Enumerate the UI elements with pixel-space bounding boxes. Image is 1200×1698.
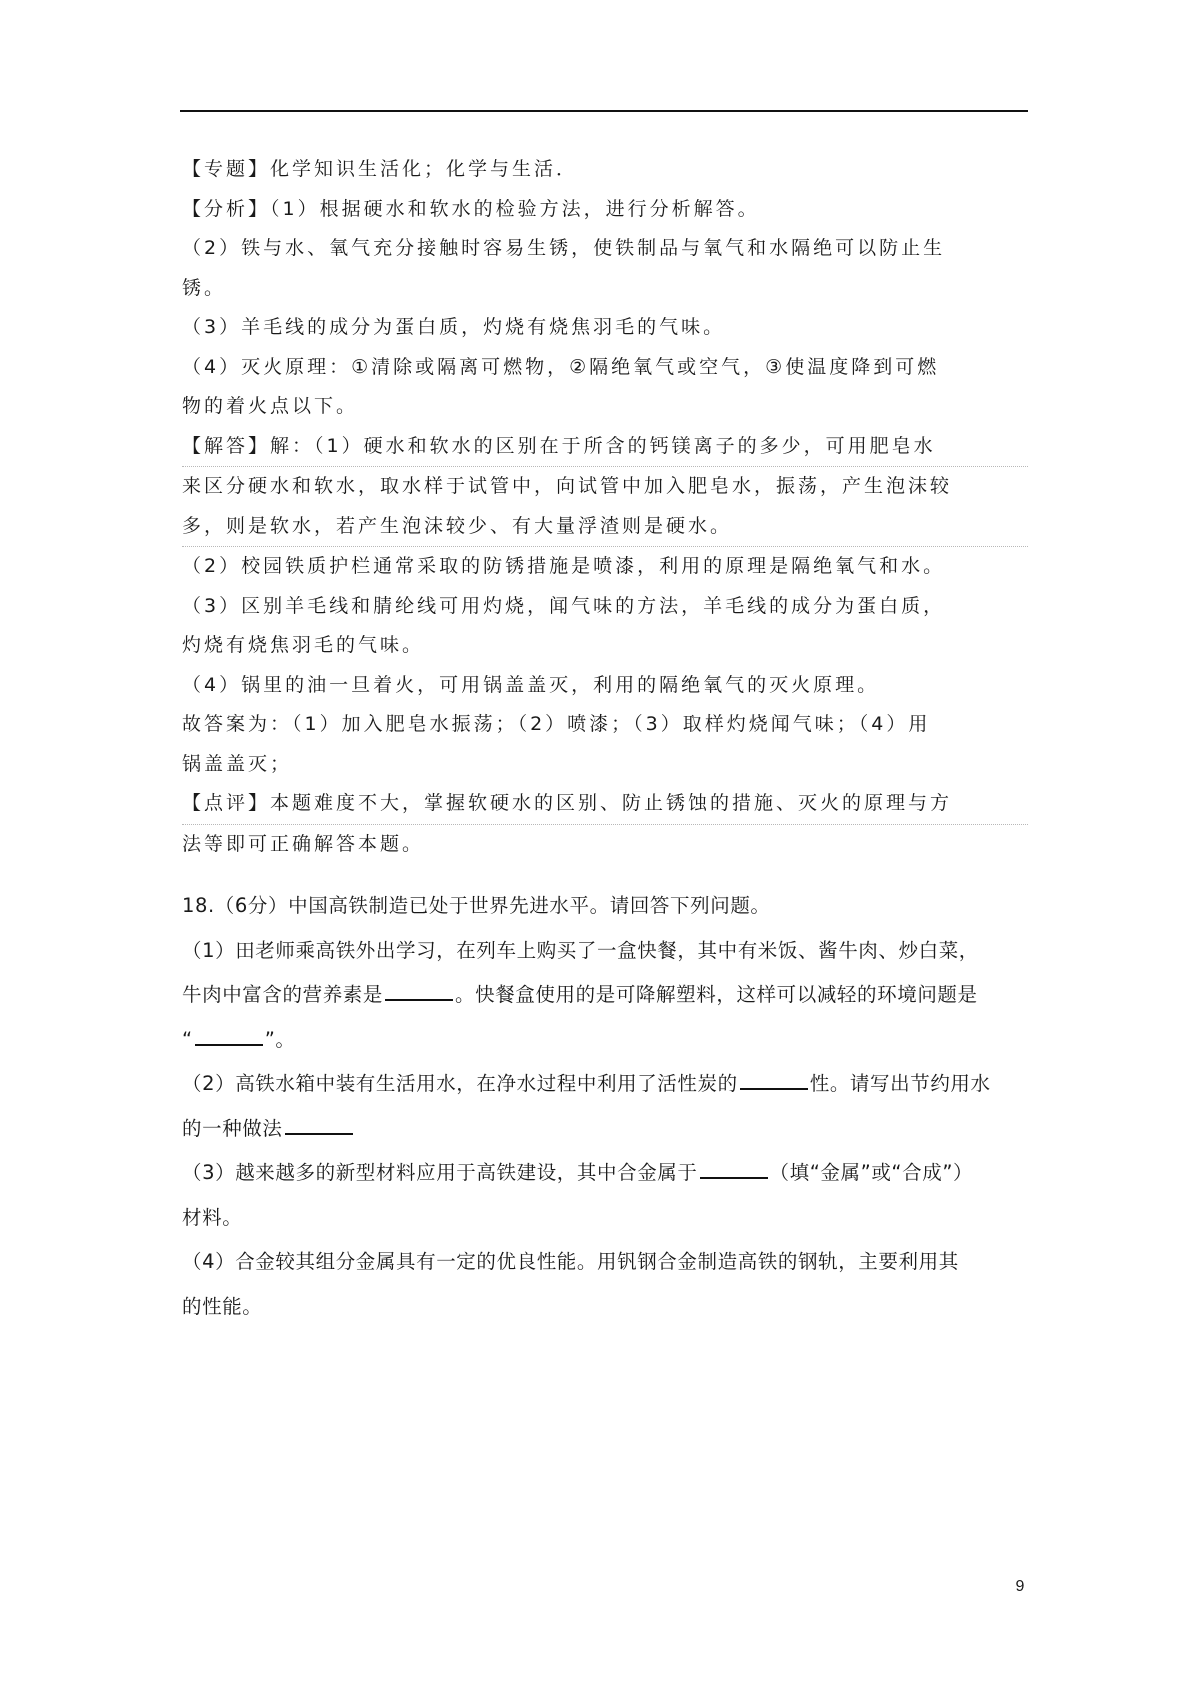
question-text: （填“金属”或“合成”） [769,1161,974,1184]
analysis-line: 法等即可正确解答本题。 [182,832,425,855]
analysis-line: 锅盖盖灭； [182,752,293,775]
question-text: 。快餐盒使用的是可降解塑料，这样可以减轻的环境问题是 [455,983,978,1006]
question-text: “ [182,1027,193,1051]
answer-blank-nutrient[interactable] [385,981,453,1001]
analysis-line: （2）校园铁质护栏通常采取的防锈措施是喷漆，利用的原理是隔绝氧气和水。 [182,555,946,577]
answer-blank-environment[interactable] [195,1026,263,1046]
analysis-line: 故答案为：（1）加入肥皂水振荡；（2）喷漆；（3）取样灼烧闻气味；（4）用 [182,713,931,735]
analysis-line: 来区分硬水和软水，取水样于试管中，向试管中加入肥皂水，振荡，产生泡沫较 [182,475,953,497]
question-text: 性。请写出节约用水 [809,1072,991,1095]
answer-blank-water-saving[interactable] [285,1115,353,1135]
analysis-line: （3）羊毛线的成分为蛋白质，灼烧有烧焦羽毛的气味。 [182,316,726,338]
question-part-1-line-3 [182,1018,1028,1063]
question-text: （3）越来越多的新型材料应用于高铁建设，其中合金属于 [182,1161,698,1184]
analysis-line: （2）铁与水、氧气充分接触时容易生锈，使铁制品与氧气和水隔绝可以防止生 [182,237,946,259]
header-rule [180,110,1028,112]
question-part-1-line-1: （1）田老师乘高铁外出学习，在列车上购买了一盒快餐，其中有米饭、酱牛肉、炒白菜， [182,938,979,962]
analysis-line: （4）锅里的油一旦着火，可用锅盖盖灭，利用的隔绝氧气的灭火原理。 [182,673,880,696]
question-text: 的一种做法 [182,1116,283,1140]
question-text: ”。 [264,1027,296,1051]
analysis-line: 【点评】本题难度不大，掌握软硬水的区别、防止锈蚀的措施、灭火的原理与方 [182,784,1028,825]
analysis-line: 【解答】解：（1）硬水和软水的区别在于所含的钙镁离子的多少，可用肥皂水 [182,427,1028,468]
analysis-line: 物的着火点以下。 [182,395,359,417]
question-part-4-line-1: （4）合金较其组分金属具有一定的优良性能。用钒钢合金制造高铁的钢轨，主要利用其 [182,1250,959,1273]
analysis-line: 【专题】化学知识生活化；化学与生活． [182,158,579,180]
analysis-section [182,150,1028,864]
analysis-line: 锈。 [182,276,227,299]
question-18 [182,884,1028,1329]
question-part-3-line-1 [182,1151,1028,1196]
analysis-line: 多，则是软水，若产生泡沫较少、有大量浮渣则是硬水。 [182,507,1028,548]
analysis-line: （3）区别羊毛线和腈纶线可用灼烧，闻气味的方法，羊毛线的成分为蛋白质， [182,594,946,617]
question-part-3-line-2: 材料。 [182,1205,243,1229]
question-part-2-line-2 [182,1107,1028,1152]
question-text: （2）高铁水箱中装有生活用水，在净水过程中利用了活性炭的 [182,1072,738,1095]
question-text: 牛肉中富含的营养素是 [182,983,384,1006]
question-part-2-line-1 [182,1062,1028,1107]
answer-blank-material-type[interactable] [700,1159,768,1179]
analysis-line: 【分析】（1）根据硬水和软水的检验方法，进行分析解答。 [182,197,760,220]
question-part-4-line-2: 的性能。 [182,1294,263,1318]
analysis-line: 灼烧有烧焦羽毛的气味。 [182,634,425,656]
page-number: 9 [1015,1578,1025,1595]
question-part-1-line-2 [182,973,1028,1018]
answer-blank-carbon-property[interactable] [740,1070,808,1090]
question-title: 18.（6分）中国高铁制造已处于世界先进水平。请回答下列问题。 [182,894,771,917]
analysis-line: （4）灭火原理：①清除或隔离可燃物，②隔绝氧气或空气，③使温度降到可燃 [182,355,940,378]
